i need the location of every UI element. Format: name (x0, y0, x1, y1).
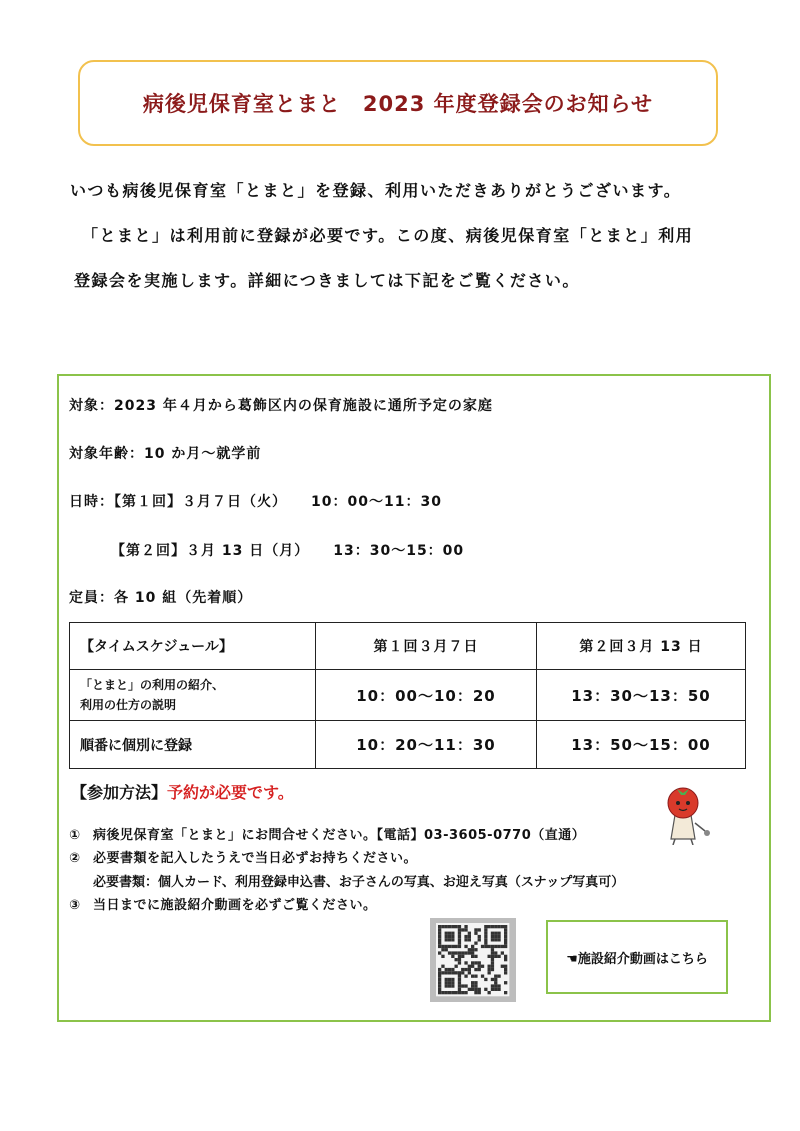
video-link-text[interactable]: ☚施設紹介動画はこちら (566, 951, 708, 967)
documents-line: 必要書類：個人カード、利用登録申込書、お子さんの写真、お迎え写真（スナップ写真可） (93, 875, 625, 890)
method-label: 【参加方法】 (71, 783, 168, 802)
table-cell: 10：00～10：20 (316, 670, 537, 721)
page-title: 病後児保育室とまと 2023 年度登録会のお知らせ (142, 92, 654, 116)
capacity-line: 定員：各 10 組（先着順） (69, 590, 253, 606)
step-1: ① 病後児保育室「とまと」にお問合せください。【電話】03-3605-0770（直通） (69, 828, 586, 843)
table-cell: 13：50～15：00 (537, 721, 746, 769)
table-cell-label: 順番に個別に登録 (70, 721, 316, 769)
table-cell: 13：30～13：50 (537, 670, 746, 721)
date-label: 日時： (69, 494, 114, 510)
age-line: 対象年齢：10 か月～就学前 (69, 446, 262, 462)
table-row (70, 670, 746, 721)
session-2-line (111, 540, 464, 560)
intro-text (70, 175, 750, 310)
qr-code-icon[interactable] (430, 918, 516, 1002)
target-line: 対象：2023 年４月から葛飾区内の保育施設に通所予定の家庭 (69, 398, 493, 414)
session-1-time: 10：00～11：30 (311, 494, 442, 510)
method-heading (71, 780, 294, 803)
table-header: 第１回３月７日 (316, 623, 537, 670)
schedule-table (69, 622, 746, 769)
table-header: 【タイムスケジュール】 (70, 623, 316, 670)
table-header-row (70, 623, 746, 670)
table-cell: 10：20～11：30 (316, 721, 537, 769)
intro-line-1: いつも病後児保育室「とまと」を登録、利用いただきありがとうございます。 (70, 181, 682, 200)
video-link-box[interactable] (546, 920, 728, 994)
step-2: ② 必要書類を記入したうえで当日必ずお持ちください。 (69, 851, 418, 866)
table-row (70, 721, 746, 769)
intro-line-3: 登録会を実施します。詳細につきましては下記をご覧ください。 (74, 271, 580, 290)
intro-line-2: 「とまと」は利用前に登録が必要です。この度、病後児保育室「とまと」利用 (82, 226, 694, 245)
step-3: ③ 当日までに施設紹介動画を必ずご覧ください。 (69, 898, 377, 913)
title-box (78, 60, 718, 146)
table-cell-label (70, 670, 316, 721)
session-1-line (69, 491, 442, 511)
table-header: 第２回３月 13 日 (537, 623, 746, 670)
session-2-time: 13：30～15：00 (333, 543, 465, 559)
label-line-1: 「とまと」の利用の紹介、 (80, 678, 225, 692)
session-2-name: 【第２回】３月 13 日（月） (111, 543, 310, 559)
reservation-required: 予約が必要です。 (167, 783, 294, 802)
session-1-name: 【第１回】３月７日（火） (114, 494, 287, 510)
tomato-mascot-icon (655, 783, 713, 845)
info-box (57, 374, 771, 1022)
label-line-2: 利用の仕方の説明 (80, 698, 177, 712)
